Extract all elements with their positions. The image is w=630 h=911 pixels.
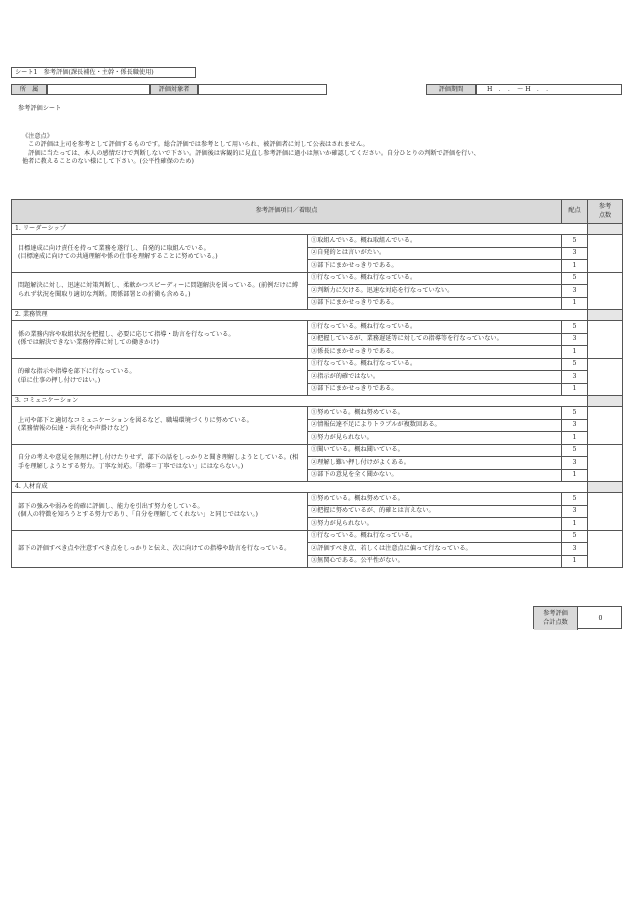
score-input[interactable] [588,407,623,445]
option-text[interactable]: ③努力が見られない。 [308,518,562,531]
option-text[interactable]: ③部下にまかせっきりである。 [308,260,562,273]
option-points: 5 [562,321,588,334]
col-points-header: 配点 [562,200,588,224]
item-desc: 問題解決に対し、迅速に対策判断し、柔軟かつスピーディーに問題解決を図っている。(前例だけに縛られず状況を聞取り適切な判断。関係部署との折衝も含める。) [12,272,308,310]
category-row [12,224,623,235]
sheet-label: シート1 参考評価(課長補佐・主幹・係長職使用) [11,67,196,78]
option-text[interactable]: ①聞いている。概ね聞いている。 [308,444,562,457]
dept-label: 所 属 [11,84,47,95]
category-name: 2. 業務管理 [12,310,588,321]
score-input[interactable] [588,321,623,359]
option-points: 3 [562,505,588,518]
option-text[interactable]: ②指示が的確ではない。 [308,371,562,384]
option-text[interactable]: ③部下の意見を全く聞かない。 [308,469,562,482]
notes-line: 評価に当たっては、本人の感情だけで判断しないで下さい。評価後は客観的に見直し参考評価に過小は無いか確認してください。自分ひとりの判断で評価を行い、 [22,149,480,157]
score-input[interactable] [588,493,623,531]
option-text[interactable]: ②評価すべき点、若しくは注意点に偏って行なっている。 [308,543,562,556]
category-name: 1. リーダーシップ [12,224,588,235]
target-field[interactable] [198,84,327,95]
option-text[interactable]: ①努めている。概ね努めている。 [308,493,562,506]
option-points: 1 [562,260,588,273]
option-text[interactable]: ①行なっている。概ね行なっている。 [308,321,562,334]
option-points: 1 [562,383,588,396]
total-score-value: 0 [598,615,603,622]
table-row [12,444,623,457]
score-input[interactable] [588,444,623,482]
item-desc: 係の業務内容や取組状況を把握し、必要に応じて指導・助言を行なっている。 (係では解決できない業務停滞に対しての働きかけ) [12,321,308,359]
table-row [12,358,623,371]
col-item-header: 参考評価項目／着眼点 [12,200,562,224]
item-desc: 自分の考えや意見を無理に押し付けたりせず、部下の話をしっかりと聞き理解しようとしている。(相手を理解しようとする努力。丁寧な対応。「指導＝丁寧ではない」にはならない。) [12,444,308,482]
category-row [12,310,623,321]
score-input[interactable] [588,235,623,273]
option-points: 1 [562,518,588,531]
option-points: 5 [562,358,588,371]
option-points: 1 [562,555,588,568]
table-row [12,321,623,334]
item-desc: 上司や部下と適切なコミュニケーションを図るなど、職場環境づくりに努めている。 (業務情報の伝達・共有化や声掛けなど) [12,407,308,445]
option-points: 1 [562,432,588,445]
option-text[interactable]: ②情報伝達不足によりトラブルが複数回ある。 [308,419,562,432]
item-desc: 部下の強みや弱みを的確に評価し、能力を引出す努力をしている。 (個人の特徴を知ろうとする努力であり、「自分を理解してくれない」と同じではない。) [12,493,308,531]
col-score-header: 参考 点数 [588,200,623,224]
table-row [12,235,623,248]
option-text[interactable]: ①行なっている。概ね行なっている。 [308,272,562,285]
option-points: 1 [562,469,588,482]
option-points: 3 [562,457,588,470]
option-text[interactable]: ②把握に努めているが、的確とは言えない。 [308,505,562,518]
notes-title: 《注意点》 [22,133,53,140]
option-text[interactable]: ①行なっている。概ね行なっている。 [308,358,562,371]
notes-line: 他者に教えることのない様にして下さい。(公平性確保のため) [22,158,194,166]
option-text[interactable]: ①努めている。概ね努めている。 [308,407,562,420]
header-row [11,84,622,95]
notes-line: この評価は上司を参考として評価するものです。総合評価では参考として用いられ、被評価者に対して公表はされません。 [22,141,369,149]
period-label: 評価期間 [426,84,476,95]
option-text[interactable]: ②自発的とは言いがたい。 [308,247,562,260]
option-text[interactable]: ③努力が見られない。 [308,432,562,445]
option-points: 5 [562,235,588,248]
option-points: 5 [562,444,588,457]
category-name: 4. 人材育成 [12,482,588,493]
option-points: 5 [562,407,588,420]
category-row [12,482,623,493]
target-label: 評価対象者 [150,84,198,95]
option-points: 3 [562,285,588,298]
category-score-cell [588,396,623,407]
option-text[interactable]: ③係長にまかせっきりである。 [308,346,562,359]
category-score-cell [588,310,623,321]
total-score-box [533,606,622,629]
score-input[interactable] [588,530,623,568]
option-text[interactable]: ②理解し難い押し付けがよくある。 [308,457,562,470]
option-points: 3 [562,543,588,556]
item-desc: 的確な指示や指導を部下に行なっている。 (単に仕事の押し付けではい。) [12,358,308,396]
option-text[interactable]: ①行なっている。概ね行なっている。 [308,530,562,543]
table-row [12,407,623,420]
option-points: 1 [562,297,588,310]
category-score-cell [588,224,623,235]
item-desc: 目標達成に向け責任を持って業務を遂行し、自発的に取組んでいる。 (目標達成に向けての共通理解や係の仕事を理解することに努めている。) [12,235,308,273]
total-score-label: 参考評価 合計点数 [534,607,578,630]
category-name: 3. コミュニケーション [12,396,588,407]
category-score-cell [588,482,623,493]
option-points: 3 [562,371,588,384]
evaluation-table [11,199,623,568]
score-input[interactable] [588,358,623,396]
option-points: 3 [562,333,588,346]
option-text[interactable]: ①取組んでいる。概ね取組んでいる。 [308,235,562,248]
table-row [12,493,623,506]
category-row [12,396,623,407]
option-points: 5 [562,530,588,543]
option-text[interactable]: ③部下にまかせっきりである。 [308,297,562,310]
option-points: 3 [562,419,588,432]
dept-field[interactable] [47,84,150,95]
table-row [12,272,623,285]
table-header-row [12,200,623,224]
option-text[interactable]: ③無関心である。公平性がない。 [308,555,562,568]
option-text[interactable]: ②判断力に欠ける。迅速な対応を行なっていない。 [308,285,562,298]
option-text[interactable]: ③部下にまかせっきりである。 [308,383,562,396]
item-desc: 部下の評価すべき点や注意すべき点をしっかりと伝え、次に向けての指導や助言を行なっている。 [12,530,308,568]
table-row [12,530,623,543]
option-points: 3 [562,247,588,260]
option-text[interactable]: ②把握しているが、業務遅延等に対しての指導等を行なっていない。 [308,333,562,346]
option-points: 5 [562,493,588,506]
option-points: 1 [562,346,588,359]
option-points: 5 [562,272,588,285]
sheet-title: 参考評価シート [18,105,62,112]
score-input[interactable] [588,272,623,310]
notes [22,133,620,167]
period-field[interactable]: H ． ． ～ H ． ． [476,84,622,95]
